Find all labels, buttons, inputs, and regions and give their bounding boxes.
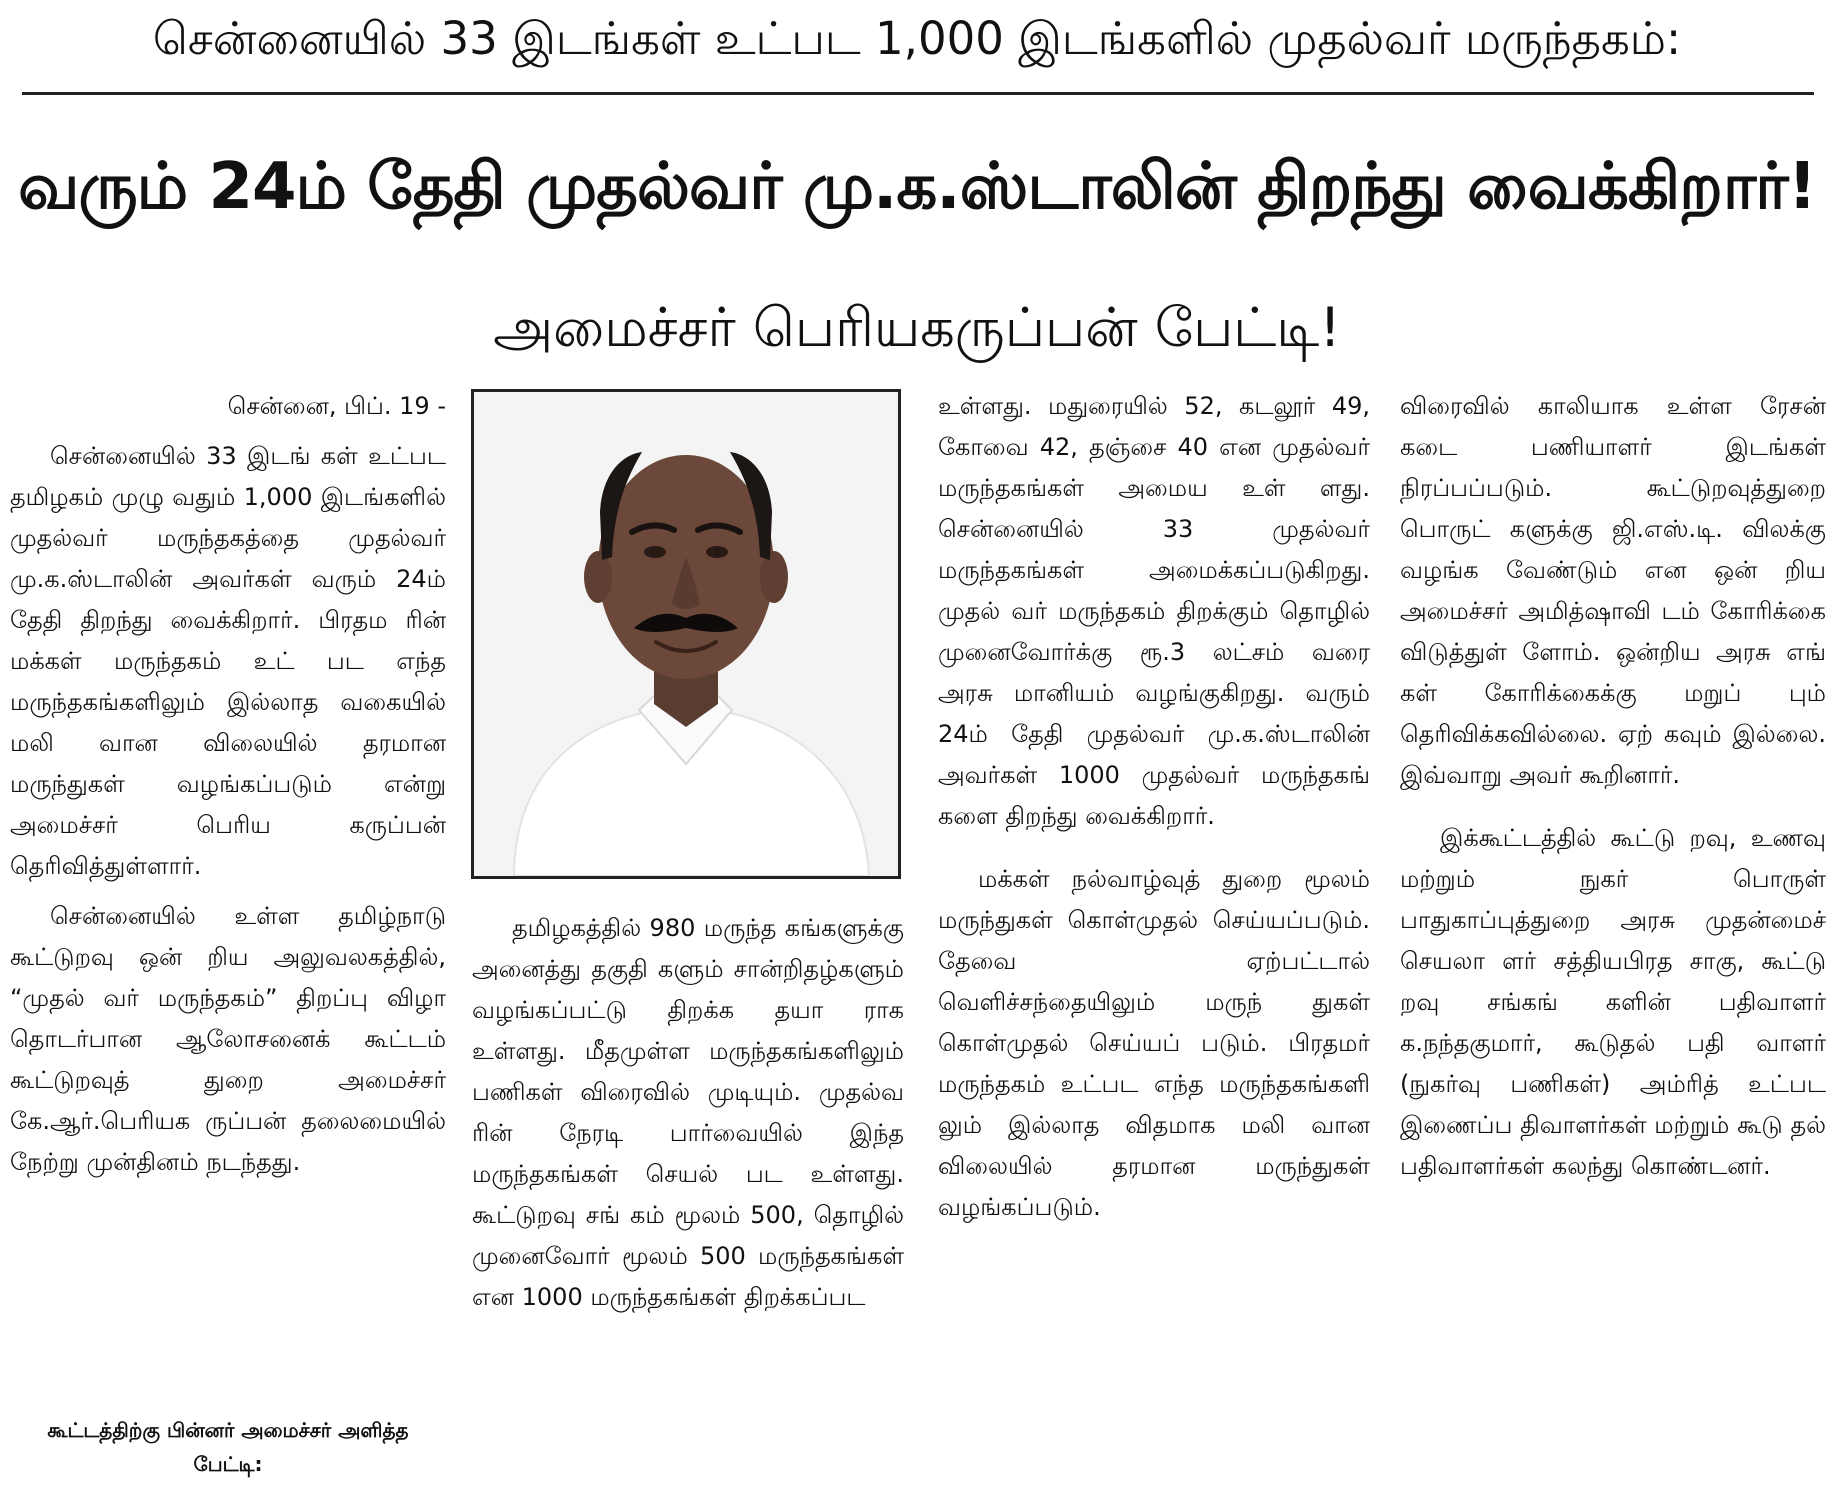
article-column-3 — [938, 386, 1370, 1228]
subheadline: அமைச்சர் பெரியகருப்பன் பேட்டி! — [493, 296, 1341, 359]
kicker-divider — [22, 92, 1814, 95]
paragraph: உள்ளது. மதுரையில் 52, கடலூர் 49, கோவை 42, தஞ்சை 40 என முதல்வர் மருந்தகங்கள் அமைய உள் ளது. சென்னையில் 33 முதல்வர் மருந்தகங்கள் அமைக்கப்படுகிறது. முதல் வர் மருந்தகம் திறக்கும் தொழில் முனைவோர்க்கு ரூ.3 லட்சம் வரை அரசு மானியம் வழங்குகிறது. வரும் 24ம் தேதி முதல்வர் மு.க.ஸ்டாலின் அவர்கள் 1000 முதல்வர் மருந்தகங் களை திறந்து வைக்கிறார். — [938, 392, 1370, 830]
paragraph: சென்னையில் 33 இடங் கள் உட்பட தமிழகம் முழு வதும் 1,000 இடங்களில் முதல்வர் மருந்தகத்தை முதல்வர் மு.க.ஸ்டாலின் அவர்கள் வரும் 24ம் தேதி திறந்து வைக்கிறார். பிரதம ரின் மக்கள் மருந்தகம் உட் பட எந்த மருந்தகங்களிலும் இல்லாத வகையில் மலி வான விலையில் தரமான மருந்துகள் வழங்கப்படும் என்று அமைச்சர் பெரிய கருப்பன் தெரிவித்துள்ளார். — [10, 442, 446, 880]
photo-frame — [471, 389, 901, 879]
main-headline: வரும் 24ம் தேதி முதல்வர் மு.க.ஸ்டாலின் திறந்து வைக்கிறார்! — [18, 150, 1816, 224]
portrait-of-minister-icon — [474, 392, 898, 876]
dateline: சென்னை, பிப். 19 - — [227, 392, 446, 420]
paragraph: விரைவில் காலியாக உள்ள ரேசன் கடை பணியாளர் இடங்கள் நிரப்பப்படும். கூட்டுறவுத்துறை பொருட் களுக்கு ஜி.எஸ்.டி. விலக்கு வழங்க வேண்டும் என ஒன் றிய அமைச்சர் அமித்ஷாவி டம் கோரிக்கை விடுத்துள் ளோம். ஒன்றிய அரசு எங் கள் கோரிக்கைக்கு மறுப் பும் தெரிவிக்கவில்லை. ஏற் கவும் இல்லை. இவ்வாறு அவர் கூறினார். — [1400, 392, 1826, 789]
paragraph: மக்கள் நல்வாழ்வுத் துறை மூலம் மருந்துகள் கொள்முதல் செய்யப்படும். தேவை ஏற்பட்டால் வெளிச்சந்தையிலும் மருந் துகள் கொள்முதல் செய்யப் படும். பிரதமர் மருந்தகம் உட்பட எந்த மருந்தகங்களி லும் இல்லாத விதமாக மலி வான விலையில் தரமான மருந்துகள் வழங்கப்படும். — [938, 865, 1370, 1221]
article-column-1 — [10, 386, 446, 1183]
article-column-2 — [472, 908, 904, 1318]
article-column-4 — [1400, 386, 1826, 1187]
paragraph: தமிழகத்தில் 980 மருந்த கங்களுக்கு அனைத்து தகுதி களும் சான்றிதழ்களும் வழங்கப்பட்டு திறக்க தயா ராக உள்ளது. மீதமுள்ள மருந்தகங்களிலும் பணிகள் விரைவில் முடியும். முதல்வ ரின் நேரடி பார்வையில் இந்த மருந்தகங்கள் செயல் பட உள்ளது. கூட்டுறவு சங் கம் மூலம் 500, தொழில் முனைவோர் மூலம் 500 மருந்தகங்கள் என 1000 மருந்தகங்கள் திறக்கப்பட — [472, 914, 904, 1311]
interview-lead: கூட்டத்திற்கு பின்னர் அமைச்சர் அளித்த பேட்டி: — [47, 1418, 409, 1476]
kicker-headline: சென்னையில் 33 இடங்கள் உட்பட 1,000 இடங்களில் முதல்வர் மருந்தகம்: — [152, 12, 1682, 65]
paragraph: இக்கூட்டத்தில் கூட்டு றவு, உணவு மற்றும் நுகர் பொருள் பாதுகாப்புத்துறை அரசு முதன்மைச் செயலா ளர் சத்தியபிரத சாகு, கூட்டு றவு சங்கங் களின் பதிவாளர் க.நந்தகுமார், கூடுதல் பதி வாளர் (நுகர்வு பணிகள்) அம்ரித் உட்பட இணைப்ப திவாளர்கள் மற்றும் கூடு தல் பதிவாளர்கள் கலந்து கொண்டனர். — [1400, 824, 1826, 1180]
paragraph: சென்னையில் உள்ள தமிழ்நாடு கூட்டுறவு ஒன் றிய அலுவலகத்தில், “முதல் வர் மருந்தகம்” திறப்பு விழா தொடர்பான ஆலோசனைக் கூட்டம் கூட்டுறவுத் துறை அமைச்சர் கே.ஆர்.பெரியக ருப்பன் தலைமையில் நேற்று முன்தினம் நடந்தது. — [10, 902, 446, 1176]
